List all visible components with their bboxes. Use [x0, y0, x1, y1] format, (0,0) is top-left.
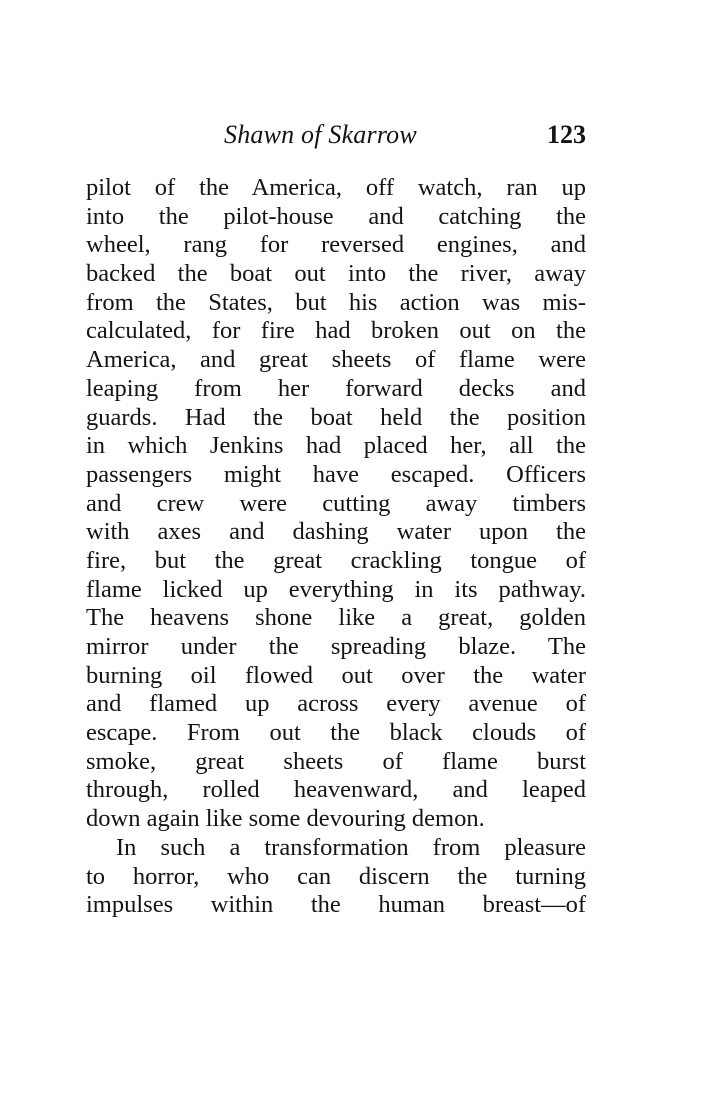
text-line: leaping from her forward decks and	[86, 374, 586, 402]
text-line: passengers might have escaped. Officers	[86, 460, 586, 488]
text-line: smoke, great sheets of flame burst	[86, 747, 586, 775]
running-head	[86, 117, 586, 153]
text-line: escape. From out the black clouds of	[86, 719, 586, 747]
page-number: 123	[547, 120, 586, 149]
text-line: The heavens shone like a great, golden	[86, 604, 586, 632]
text-line: pilot of the America, off watch, ran up	[86, 174, 586, 201]
text-line: and crew were cutting away timbers	[86, 489, 586, 517]
text-line: and flamed up across every avenue of	[86, 690, 586, 718]
text-line: in which Jenkins had placed her, all the	[86, 432, 586, 460]
text-line: wheel, rang for reversed engines, and	[86, 231, 586, 259]
text-line: guards. Had the boat held the position	[86, 403, 586, 431]
text-line: from the States, but his action was mis-	[86, 288, 586, 316]
text-line: to horror, who can discern the turning	[86, 862, 586, 890]
text-line: fire, but the great crackling tongue of	[86, 546, 586, 574]
text-line: burning oil flowed out over the water	[86, 661, 586, 689]
body-text	[86, 174, 586, 920]
text-line: through, rolled heavenward, and leaped	[86, 776, 586, 804]
paragraph-start-line: In such a transformation from pleasure	[116, 833, 586, 861]
running-title: Shawn of Skarrow	[224, 120, 417, 149]
text-line: America, and great sheets of flame were	[86, 346, 586, 374]
text-line: impulses within the human breast—of	[86, 891, 586, 919]
text-line: backed the boat out into the river, away	[86, 260, 586, 288]
text-line: calculated, for fire had broken out on the	[86, 317, 586, 345]
text-line: into the pilot-house and catching the	[86, 202, 586, 230]
text-line: with axes and dashing water upon the	[86, 518, 586, 546]
text-line: flame licked up everything in its pathway.	[86, 575, 586, 603]
paragraph-end-line: down again like some devouring demon.	[86, 805, 485, 833]
text-line: mirror under the spreading blaze. The	[86, 633, 586, 660]
